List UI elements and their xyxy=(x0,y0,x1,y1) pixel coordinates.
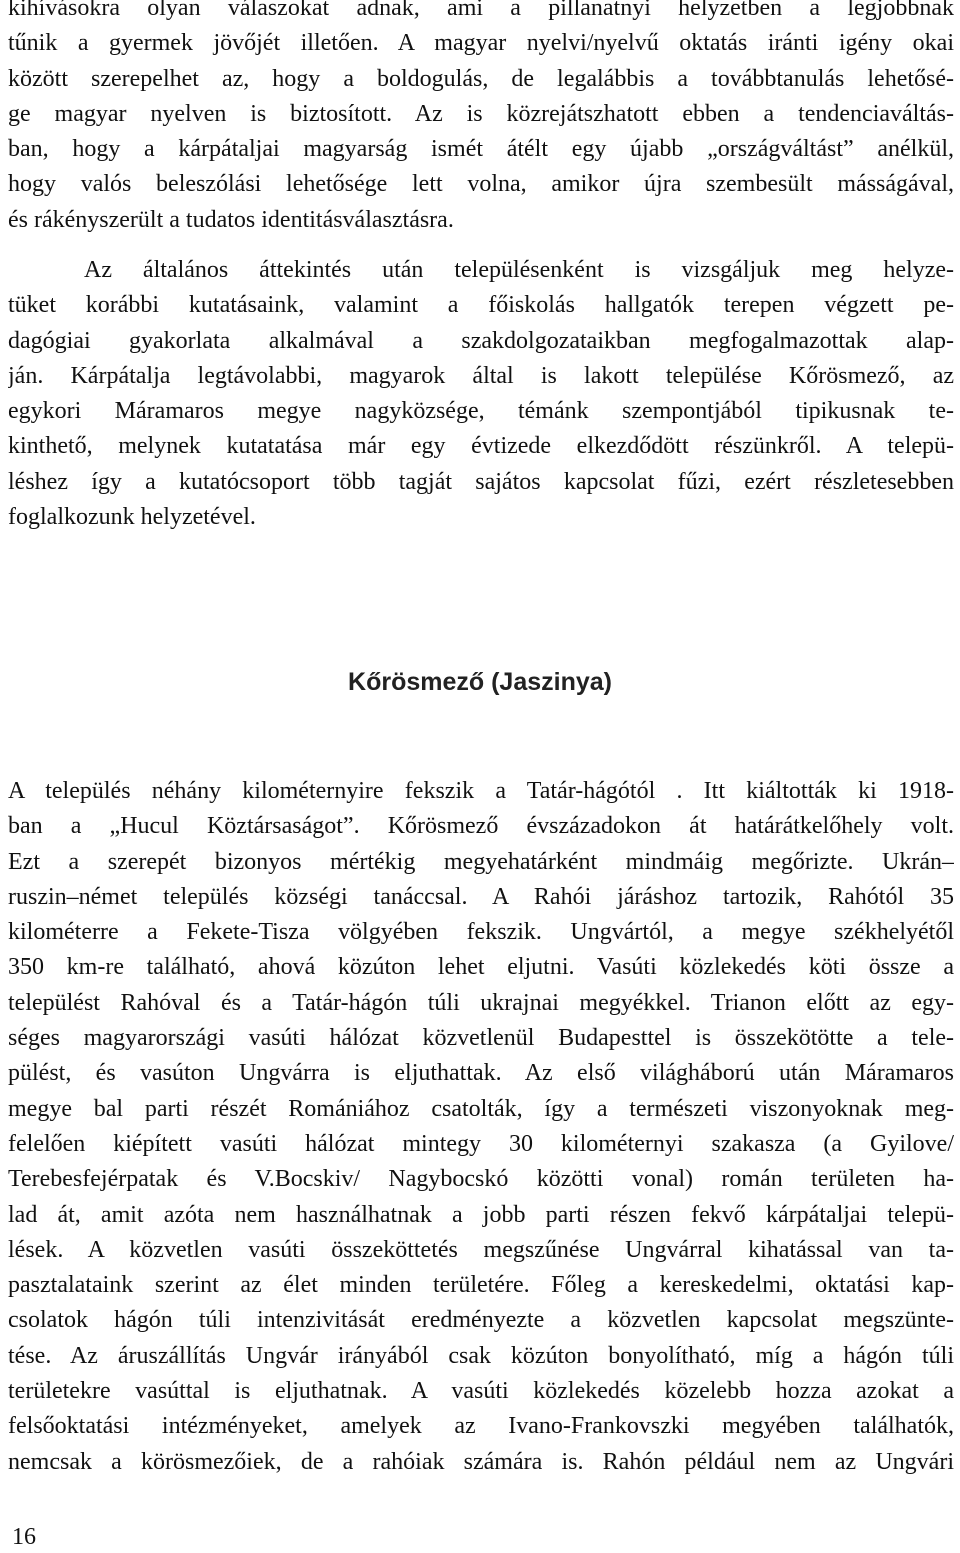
text-line: Ezt a szerepét bizonyos mértékig megyehatárként mindmáig megőrizte. Ukrán– xyxy=(8,848,954,875)
text-line: kilométerre a Fekete-Tisza völgyében fekszik. Ungvártól, a megye székhelyétől xyxy=(8,919,954,946)
text-line: ján. Kárpátalja legtávolabbi, magyarok által is lakott települése Kőrösmező, az xyxy=(8,362,954,389)
text-line: csolatok hágón túli intenzivitását eredményezte a közvetlen kapcsolat megszünte- xyxy=(8,1307,954,1334)
text-line: települést Rahóval és a Tatár-hágón túli ukrajnai megyékkel. Trianon előtt az egy- xyxy=(8,989,954,1016)
text-line: felelően kiépített vasúti hálózat mintegy 30 kilométernyi szakasza (a Gyilove/ xyxy=(8,1130,954,1157)
text-line: egykori Máramaros megye nagyközsége, témánk szempontjából tipikusnak te- xyxy=(8,398,954,425)
text-line: között szerepelhet az, hogy a boldogulás, de legalábbis a továbbtanulás lehetősé- xyxy=(8,65,954,92)
text-line: lések. A közvetlen vasúti összeköttetés megszűnése Ungvárral kihatással van ta- xyxy=(8,1236,954,1263)
text-line: pülést, és vasúton Ungvárra is eljuthattak. Az első világháború után Máramaros xyxy=(8,1060,954,1087)
text-line: dagógiai gyakorlata alkalmával a szakdolgozataikban megfogalmazottak alap- xyxy=(8,327,954,354)
text-line: Az általános áttekintés után településenként is vizsgáljuk meg helyze- xyxy=(84,257,954,283)
page-number: 16 xyxy=(12,1524,36,1550)
text-line: Terebesfejérpatak és V.Bocskiv/ Nagybocskó közötti vonal) román területen ha- xyxy=(8,1166,954,1193)
text-line: tűnik a gyermek jövőjét illetően. A magyar nyelvi/nyelvű oktatás iránti igény okai xyxy=(8,30,954,57)
text-line: kihívásokra olyan válaszokat adnak, ami a pillanatnyi helyzetben a legjobbnak xyxy=(8,0,954,21)
text-line: pasztalataink szerint az élet minden területére. Főleg a kereskedelmi, oktatási kap- xyxy=(8,1272,954,1299)
text-line: megye bal parti részét Romániához csatolták, így a természeti viszonyoknak meg- xyxy=(8,1095,954,1122)
text-line: séges magyarországi vasúti hálózat közvetlenül Budapesttel is összekötötte a tele- xyxy=(8,1025,954,1052)
text-line: területekre vasúttal is eljuthatnak. A vasúti közlekedés közelebb hozza azokat a xyxy=(8,1378,954,1405)
section-body-paragraph xyxy=(8,774,954,1480)
text-line: ruszin–német település községi tanáccsal. A Rahói járáshoz tartozik, Rahótól 35 xyxy=(8,883,954,910)
text-line: nemcsak a körösmezőiek, de a rahóiak számára is. Rahón például nem az Ungvári xyxy=(8,1448,954,1475)
text-line: tüket korábbi kutatásaink, valamint a főiskolás hallgatók terepen végzett pe- xyxy=(8,292,954,319)
text-line: ge magyar nyelven is biztosított. Az is közrejátszhatott ebben a tendenciaváltás- xyxy=(8,100,954,127)
text-line: kinthető, melynek kutatatása már egy évtizede elkezdődött részünkről. A telepü- xyxy=(8,433,954,460)
text-line: A település néhány kilométernyire fekszik a Tatár-hágótól . Itt kiáltották ki 1918- xyxy=(8,778,954,804)
text-line: ban a „Hucul Köztársaságot”. Kőrösmező évszázadokon át határátkelőhely volt. xyxy=(8,813,954,840)
text-line: hogy valós beleszólási lehetősége lett volna, amikor újra szembesült másságával, xyxy=(8,171,954,198)
text-line: 350 km-re található, ahová közúton lehet eljutni. Vasúti közlekedés köti össze a xyxy=(8,954,954,981)
section-heading: Kőrösmező (Jaszinya) xyxy=(348,668,612,696)
survey-paragraph xyxy=(8,253,954,535)
intro-paragraph xyxy=(8,0,954,238)
text-line: lad át, amit azóta nem használhatnak a jobb parti részen fekvő kárpátaljai telepü- xyxy=(8,1201,954,1228)
text-line: léshez így a kutatócsoport több tagját sajátos kapcsolat fűzi, ezért részletesebben xyxy=(8,468,954,495)
text-line: ban, hogy a kárpátaljai magyarság ismét átélt egy újabb „országváltást” anélkül, xyxy=(8,136,954,163)
text-line: felsőoktatási intézményeket, amelyek az Ivano-Frankovszki megyében találhatók, xyxy=(8,1413,954,1440)
text-line: és rákényszerült a tudatos identitásválasztásra. xyxy=(8,206,454,233)
text-line: tése. Az áruszállítás Ungvár irányából csak közúton bonyolítható, míg a hágón túli xyxy=(8,1342,954,1369)
text-line: foglalkozunk helyzetével. xyxy=(8,504,256,531)
